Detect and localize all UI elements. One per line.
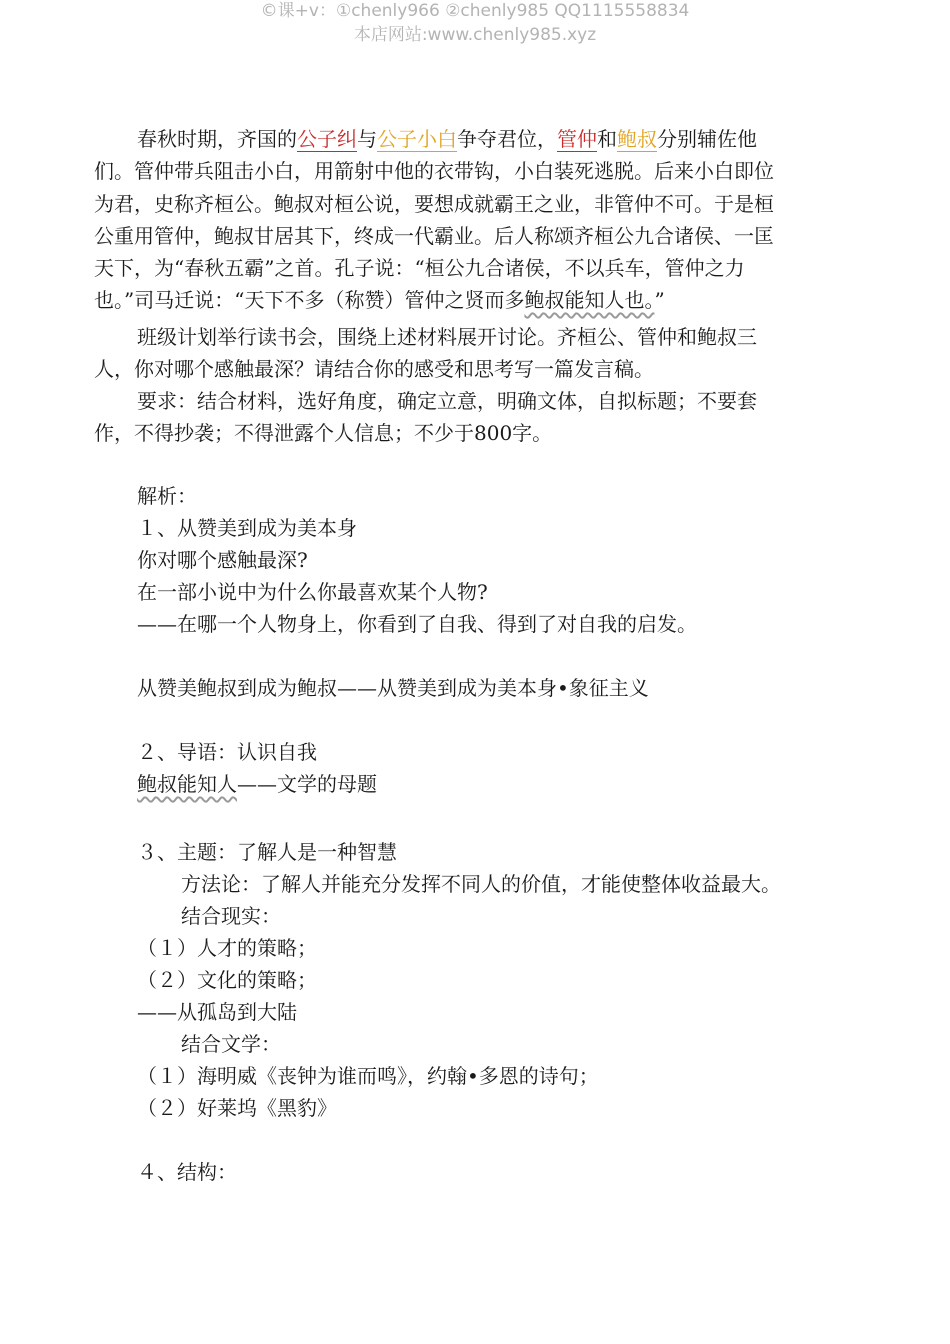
watermark-website: 本店网站:www.chenly985.xyz [353, 25, 597, 45]
prompt-line-2: 人，你对哪个感触最深？请结合你的感受和思考写一篇发言稿。 [94, 357, 654, 381]
section-3-heading: ３、主题：了解人是一种智慧 [137, 840, 397, 864]
section-3-literature-item-2: （２）好莱坞《黑豹》 [137, 1096, 337, 1120]
section-3-island-line: ——从孤岛到大陆 [137, 1000, 297, 1024]
section-1-line-4: 从赞美鲍叔到成为鲍叔——从赞美到成为美本身•象征主义 [137, 676, 649, 700]
material-line-5: 天下，为“春秋五霸”之首。孔子说：“桓公九合诸侯，不以兵车，管仲之力 [94, 256, 745, 280]
section-3-reality-label: 结合现实： [181, 904, 281, 928]
highlight-gongzi-jiu: 公子纠 [297, 127, 357, 151]
section-3-method: 方法论：了解人并能充分发挥不同人的价值，才能使整体收益最大。 [181, 872, 781, 896]
watermark-contact: ©课+v：①chenly966 ②chenly985 QQ1115558834 [260, 1, 690, 21]
section-1-line-1: 你对哪个感触最深? [137, 548, 308, 572]
prompt-line-1: 班级计划举行读书会，围绕上述材料展开讨论。齐桓公、管仲和鲍叔三 [137, 325, 757, 349]
section-4-heading: ４、结构： [137, 1160, 237, 1184]
section-1-heading: １、从赞美到成为美本身 [137, 516, 357, 540]
section-3-reality-item-2: （２）文化的策略； [137, 968, 317, 992]
section-3-literature-label: 结合文学： [181, 1032, 281, 1056]
section-1-line-2: 在一部小说中为什么你最喜欢某个人物? [137, 580, 488, 604]
material-line-6: 也。”司马迁说：“天下不多（称赞）管仲之贤而多鲍叔能知人也。” [94, 288, 665, 312]
highlight-guan-zhong: 管仲 [557, 127, 597, 151]
analysis-title: 解析： [137, 484, 197, 508]
section-2-line-1: 鲍叔能知人——文学的母题 [137, 772, 377, 796]
highlight-bao-shu: 鲍叔 [617, 127, 657, 151]
wavy-underline-bao-shu-quote: 鲍叔能知人也。 [524, 288, 655, 312]
highlight-gongzi-xiaobai: 公子小白 [377, 127, 457, 151]
material-line-1: 春秋时期，齐国的公子纠与公子小白争夺君位，管仲和鲍叔分别辅佐他 [137, 127, 757, 151]
requirements-line-2: 作，不得抄袭；不得泄露个人信息；不少于800字。 [94, 421, 553, 445]
material-line-4: 公重用管仲，鲍叔甘居其下，终成一代霸业。后人称颂齐桓公九合诸侯、一匡 [94, 224, 774, 248]
wavy-underline-bao-shu: 鲍叔能知人 [137, 772, 237, 796]
section-3-reality-item-1: （１）人才的策略； [137, 936, 317, 960]
material-line-2: 们。管仲带兵阻击小白，用箭射中他的衣带钩，小白装死逃脱。后来小白即位 [94, 159, 774, 183]
section-1-line-3: ——在哪一个人物身上，你看到了自我、得到了对自我的启发。 [137, 612, 697, 636]
requirements-line-1: 要求：结合材料，选好角度，确定立意，明确文体，自拟标题；不要套 [137, 389, 757, 413]
material-line-3: 为君，史称齐桓公。鲍叔对桓公说，要想成就霸王之业，非管仲不可。于是桓 [94, 192, 774, 216]
section-2-heading: ２、导语：认识自我 [137, 740, 317, 764]
section-3-literature-item-1: （１）海明威《丧钟为谁而鸣》，约翰•多恩的诗句； [137, 1064, 599, 1088]
